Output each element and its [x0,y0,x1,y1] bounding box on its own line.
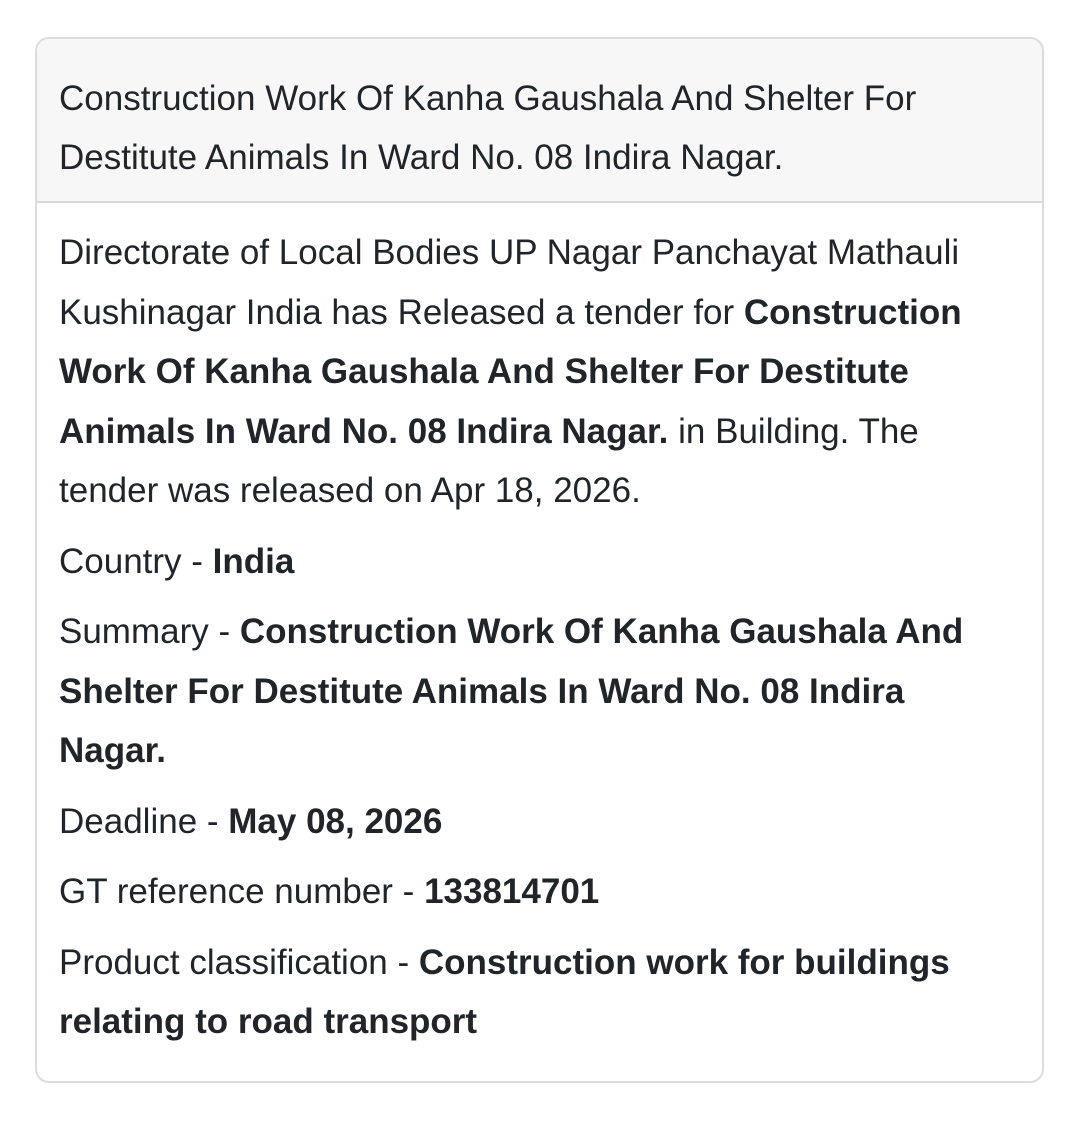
field-label: Country - [59,541,213,581]
field-value: 133814701 [424,872,600,911]
tender-description [59,223,1020,521]
field-label: Deadline - [59,801,229,841]
description-tender-name: Construction Work Of Kanha Gaushala And Shelter For Destitute Animals In Ward No. 08 Indira Nagar. [59,292,962,451]
tender-title: Construction Work Of Kanha Gaushala And Shelter For Destitute Animals In Ward No. 08 Indira Nagar. [37,39,1042,203]
description-prefix: Directorate of Local Bodies UP Nagar Panchayat Mathauli Kushinagar India has Released a tender for [59,233,960,332]
field-label: Product classification - [59,942,419,982]
description-suffix: in Building. The tender was released on Apr 18, 2026. [59,411,919,510]
field-label: GT reference number - [59,872,425,911]
field-country [59,532,1020,592]
field-value: Construction work for buildings relating to road transport [59,942,950,1041]
field-product-classification [59,933,1020,1052]
field-summary [59,602,1020,781]
field-gt-reference [59,862,1020,922]
tender-card [35,37,1044,1083]
field-label: Summary - [59,612,240,651]
field-value: Construction Work Of Kanha Gaushala And Shelter For Destitute Animals In Ward No. 08 Indira Nagar. [59,612,964,770]
field-value: India [212,541,295,581]
tender-details [37,203,1042,1052]
field-value: May 08, 2026 [228,801,443,841]
field-deadline [59,792,1020,852]
